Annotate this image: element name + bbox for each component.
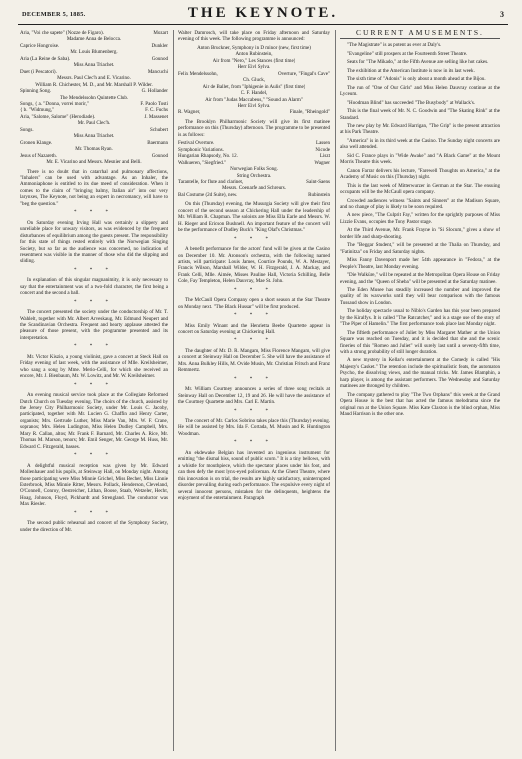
program-item: Anton Rubinstein, xyxy=(235,51,273,58)
article-paragraph: "Die Walküre," will be repeated at the Metropolitan Opera House on Friday evening, and the "Queen of Sheba" will be presented at the Saturday matinee. xyxy=(340,272,500,285)
program-composer: Baermann xyxy=(147,139,168,146)
article-paragraph: Mr. Victor Kiszio, a young violinist, gave a concert at Steck Hall on Friday evening of last week, with the assistance of Mlle. Kreilsheimer, who sang a song by Mme. Merio-Celli, for which she received an encore, Mr. J. Bienbaum, Mr. W. Lowitz, and Mr. W. Kreilsheimer. xyxy=(20,353,168,380)
symphony-program xyxy=(178,45,330,116)
article-paragraph: The holiday spectacle usual to Niblo's Garden has this year been prepared by the Kiralfys. It is called "The Ratcatcher," and is a stage use of the story of "The Piper of Hamelin." The first performance took place last Monday night. xyxy=(340,308,500,328)
article-paragraph: There is no doubt that in catarrhal and pulmonary affections, "Inhalers" can be used with advantage. As an Inhaler, the Ammoniaphone is entitled to its due meed of consideration. When it comes to the claim of "bringing balmy, Italian air" into our very larynxes, The Keynote, not being an expert in necromancy, will have to "beg the question." xyxy=(20,168,168,207)
article-paragraph: A delightful musical reception was given by Mr. Edward Mollenhauer and his pupils, at Steinway Hall, on Monday night. Among those participating were Miss Minnie Grichel, Miss Becher, Miss Linnie Esterbrook, Miss Minnie Ritter, Messrs. Pollack, Henderson, Cleveland, O'Connell, Conroy, Oestreicher, Lithan, Boose, Staab, Wetzeler, Hecht, Hoag, Johnson, Floyd, Pickhardt and Strengland. The conductor was Max Riesler. xyxy=(20,462,168,508)
article-paragraph: On this (Thursday) evening, the Musurgia Society will give their first concert of the second season at Chickering Hall under the leadership of Mr. William R. Chapman. The soloists are Miss Ella Earle and Messrs. W. H. Rieger and Ericson Bushnell. An important feature of the concert will be the performance of Dudley Buck's "King Olaf's Christmas." xyxy=(178,201,330,234)
article-paragraph: The daughter of Mr. D. R. Mangam, Miss Florence Mangam, will give a concert at Steinway Hall on December 5. She will have the assistance of Mrs. Anna Bulkley Hills, M. Ovide Musin, Mr. Christian Fritsch and Franz Remmertz. xyxy=(178,347,330,374)
article-paragraph: This is the final week of Mr. N. C. Goodwin and "The Skating Rink" at the Standard. xyxy=(340,108,500,121)
separator-stars: * * * xyxy=(234,313,274,319)
article-paragraph: The McCaull Opera Company open a short season at the Star Theatre on Monday next. "The Black Hussar" will be first produced. xyxy=(178,297,330,310)
column-2-articles-a xyxy=(178,119,330,138)
column-2 xyxy=(178,30,330,753)
article-paragraph: Sid C. France plays in "Wide Awake" and "A Black Game" at the Mount Morris Theatre this week. xyxy=(340,152,500,166)
program-item: Bal Costume (2d Suite), new. xyxy=(178,191,238,198)
program-composer: Finale, "Rheingold" xyxy=(289,109,330,116)
article-paragraph: "Hoodman Blind" has succeeded "The Busybody" at Wallack's. xyxy=(347,99,476,106)
program-item: Aria, "Salome, Salome" (Herodiade). xyxy=(20,113,96,120)
separator-stars: * * * xyxy=(74,453,114,459)
program-item: Mr. Paul Clec'h. xyxy=(77,120,111,127)
issue-date: DECEMBER 5, 1885. xyxy=(22,11,86,18)
program-composer: Lassen xyxy=(315,140,330,147)
program-item: Duet (i Pescatori). xyxy=(20,68,57,75)
program-composer: Gounod xyxy=(151,55,168,62)
program-item: Madame Anna de Belocca. xyxy=(66,36,122,43)
column-1 xyxy=(20,30,168,753)
article-paragraph: The company gathered to play "The Two Orphans" this week at the Grand Opera House is the best that has acted the famous melodrama since the original run at the Union Square. Miss Kate Claxton is the blind orphan, Miss Maud Harrison is the other one. xyxy=(340,391,500,418)
program-item: Walkueren, "Siegfried." xyxy=(178,159,227,166)
publication-title: THE KEYNOTE. xyxy=(187,5,339,21)
program-item: Aria, "Voi che sapete" (Nozze de Figaro). xyxy=(20,30,104,36)
program-item: Anton Bruckner, Symphony in D minor (new, first time) xyxy=(197,44,311,51)
column-divider xyxy=(335,30,336,751)
separator-stars: * * * xyxy=(234,287,274,293)
program-composer: J. Massenet xyxy=(144,113,168,120)
program-composer: G. Hollander xyxy=(141,88,168,95)
article-paragraph: Crowded audiences witness "Saints and Sinners" at the Madison Square, and no change of play is likely to be soon required. xyxy=(340,197,500,210)
masthead xyxy=(18,4,508,25)
program-composer: Wagner xyxy=(314,159,330,166)
program-line xyxy=(20,159,168,165)
article-paragraph: Mr. William Courtney announces a series of three song recitals at Steinway Hall on December 12, 19 and 26. He will have the assistance of the Courtney Quartette and Mrs. Carl E. Martin. xyxy=(178,386,330,406)
article-paragraph: On Saturday evening Irving Hall was certainly a slippery and unreliable place for unwary visitors, as was evidenced by the frequent disturbances of equilibrium among the guests present. The responsibility for this state of things rested entirely with the Norwegian Singing Society, but so far as the audience was concerned, no indication of resentment was visible in the manner of those who did the slipping and sliding. xyxy=(20,219,168,265)
program-item: Spinning Song. xyxy=(20,88,52,95)
article-paragraph: At the Third Avenue, Mr. Frank Frayne in "Si Slocum," gives a show of border life and sharp-shooting. xyxy=(340,227,500,240)
article-paragraph: A benefit performance for the actors' fund will be given at the Casino on December 10. Mr. Aronson's orchestra, with the following named artists, will participate: Louis James, Courtice Pounds, W. A. Mestayer, Francis Wilson, Marshall Wilder, W. H. Fitzgerald, J. A. Mackay, and Frank Celli, Mlle. Aimée, Misses Pauline Hall, Victoria Schilling, Belle Cole, Fay Templeton, Helen Dauvray, Mae St. John. xyxy=(178,246,330,285)
separator-stars: * * * xyxy=(234,440,274,446)
separator-stars: * * * xyxy=(234,236,274,242)
program-item: R. Wagner, xyxy=(178,109,201,116)
philharmonic-program xyxy=(178,140,330,198)
program-item: Songs. xyxy=(20,126,34,133)
article-paragraph: The concert of Mr. Carlos Sobrino takes place this (Thursday) evening. He will be assisted by Mrs. Ida F. Cortada, M. Musin and R. Huntington Woodman. xyxy=(178,418,330,437)
program-composer: Dunkler xyxy=(151,42,168,49)
article-paragraph: This is the last week of Mitterwurzer in German at the Star. The ensuing occupants will be the McCaull opera company. xyxy=(340,182,500,196)
article-paragraph: Seats for "The Mikado," at the Fifth Avenue are selling like hot cakes. xyxy=(347,59,489,66)
column-divider xyxy=(173,30,174,751)
separator-stars: * * * xyxy=(74,299,114,305)
separator-stars: * * * xyxy=(74,510,114,516)
article-paragraph: A new piece, "The Culprit Fay," written for the sprightly purposes of Miss Lizzie Evans, occupies the Tony Pastor stage. xyxy=(340,212,500,225)
program-item: Miss Anna Triachet. xyxy=(73,62,115,69)
program-composer: Nicode xyxy=(315,146,330,153)
program-item: Jesus of Nazareth. xyxy=(20,152,57,159)
article-paragraph: A new mystery in Kellar's entertainment at the Comedy is called "His Majesty's Casket." The retention include the spiritualistic feats, the automaton Psycho, the dissolving views, and the manual tricks. Mr. James Blamphin, a harp player, is among the assistant performers. The Wednesday and Saturday matinees are thronged by children. xyxy=(340,357,500,390)
program-item: Aria (La Reine de Saba). xyxy=(20,55,71,62)
program-item: { b. "Widmung," xyxy=(20,107,55,114)
column-1-articles xyxy=(20,169,168,534)
separator-stars: * * * xyxy=(234,376,274,382)
article-paragraph: The Eden Musee has steadily increased the number and improved the quality of its waxworks until they will bear comparison with the famous Tussaud show in London. xyxy=(340,286,500,306)
program-item: Gronen Klange. xyxy=(20,139,53,146)
article-paragraph: The Brooklyn Philharmonic Society will give its first matinee performance on this (Thursday) afternoon. The programme to be presented is as follows: xyxy=(178,118,330,138)
program-composer: F. Paolo Tosti xyxy=(140,100,168,107)
program-composer: F. C. Fuchs xyxy=(145,107,168,114)
column-2-articles-b xyxy=(178,201,330,501)
program-item: Tarantelle, for flute and clarinet, xyxy=(178,178,244,185)
program-item: C. F. Handel, xyxy=(240,90,268,97)
separator-stars: * * * xyxy=(234,408,274,414)
program-item: Symphonic Variations. xyxy=(178,146,224,153)
section-heading: CURRENT AMUSEMENTS. xyxy=(340,30,500,39)
program-item: William R. Chichester, M. D., and Mr. Marshall P. Wilder. xyxy=(35,81,153,88)
program-item: Messrs. Coenarfe and Schreurs. xyxy=(221,185,287,192)
column-3 xyxy=(340,30,500,753)
program-composer: Mancuchi xyxy=(147,68,168,75)
article-paragraph: "Evangeline" still prospers at the Fourteenth Street Theatre. xyxy=(347,50,468,57)
separator-stars: * * * xyxy=(234,338,274,344)
article-paragraph: The exhibition at the American Institute is now in its last week. xyxy=(347,67,475,74)
program-item: Herr Eivl Sylva. xyxy=(237,64,271,71)
program-item: Festival Overture. xyxy=(178,140,215,147)
article-paragraph: The concert presented the society under the conductorship of Mr. T. Wahlelt, together with Mr. Albert Arveskaug, Mr. Edmund Neupert and the Scandinavian Orchestra. Frequent and hearty applause attested the pleasure of those present, with the programme presented and its interpretation. xyxy=(20,309,168,341)
article-paragraph: The new play by Mr. Edward Harrigan, "The Grip" is the present attraction at his Park Theatre. xyxy=(340,122,500,136)
separator-stars: * * * xyxy=(74,210,114,216)
article-paragraph: Miss Emily Winant and the Henrietta Beebe Quartette appear in concert on Saturday evening at Chickering Hall. xyxy=(178,322,330,336)
article-paragraph: An ekdewake Belgian has invented an ingenious instrument for emitting "the dismal hiss, sound of public scorn." It is a tiny bellows, with a whistle for mouthpiece, which the spectator places under his foot, and can then defy the most lynx-eyed policeman. At the Ghent Theatre, where this innovation is on trial, the results are highly satisfactory, uninterrupted disorder prevailing during each performance. The expulsive every night of several innocent persons, mistaken for the delinquents, heightens the enjoyment of the entertainment. Paragraph xyxy=(178,449,330,501)
article-paragraph: The "Beggar Student," will be presented at the Thalia on Thursday, and "Fatinitza" on Friday and Saturday nights. xyxy=(340,242,500,255)
program-item: Ch. Gluck, xyxy=(242,77,265,84)
article-paragraph: The second public rehearsal and concert of the Symphony Society, under the direction of Mr. xyxy=(20,520,168,533)
separator-stars: * * * xyxy=(74,344,114,350)
article-paragraph: An evening musical service took place at the Collegiate Reformed Dutch Church on Tuesday evening. The choirs of the church, assisted by the Jersey City Philharmonic Society, under Mr. Louis C. Jacoby, participated, together with Mr. Lucien G. Chaffin and Henry Carter, organists; Mrs. Gertrude Luther, Miss Marie Van, Mrs. W. F. Crane, sopranos; Mrs. Helen Ludington, Miss Helen Dudley Campbell, Mrs. Mary R. Callan, altos; Mr. Frank F. Barnard, Mr. Charles A. Rice, Mr. Thomas M. Marson, tenors; Mr. Emil Senger, Mr. George M. Huss, Mr. Edward C. Fitzgerald, basses. xyxy=(20,392,168,450)
program-item: Norwegian Folks Song. xyxy=(230,166,278,173)
article-paragraph: The sixth time of "Adonis" is only about a month ahead at the Bijou. xyxy=(347,76,486,83)
program-item: Mr. Louis Blumenberg. xyxy=(70,49,118,56)
program-item: Herr Eivl Sylva. xyxy=(237,102,271,109)
column-3-articles xyxy=(340,42,500,417)
program-item: Mr. E. Vicarino and Messrs. Mesnier and Belli. xyxy=(46,159,142,166)
article-paragraph: "The Magistrate" is as potent as ever at Daly's. xyxy=(347,42,442,49)
program-item: Air de Ballet, from "Iphigenie in Aulis" (first time) xyxy=(202,83,306,90)
program-item: Mr. Thomas Ryan. xyxy=(75,146,113,153)
article-paragraph: The run of "One of Our Girls" and Miss Helen Dauvray continue at the Lyceum. xyxy=(340,84,500,98)
program-composer: Gounod xyxy=(151,152,168,159)
article-intro: Walter Damrosch, will take place on Friday afternoon and Saturday evening of this week. The following programme is announced: xyxy=(178,30,330,43)
article-paragraph: Canon Farrar delivers his lecture, "Farewell Thoughts on America," at the Academy of Music on this (Thursday) night. xyxy=(340,167,500,181)
concert-program xyxy=(20,30,168,166)
program-composer: Liszt xyxy=(319,153,330,160)
program-composer: Saint-Saens xyxy=(306,178,330,185)
page-number: 3 xyxy=(500,10,504,19)
program-item: Miss Anna Triachet. xyxy=(73,133,115,140)
program-item: Air from "Nero," Les Stances (first time) xyxy=(212,57,296,64)
program-line xyxy=(178,192,330,198)
program-composer: Overture, "Fingal's Cave" xyxy=(278,70,330,77)
article-paragraph: "America" is in its third week at the Casino. The Sunday night concerts are also well attended. xyxy=(340,137,500,151)
article-paragraph: Miss Fanny Davenport made her 54th appearance in "Fedora," at the People's Theatre, last Monday evening. xyxy=(340,257,500,270)
program-item: Hungarian Rhapsody, No. 12. xyxy=(178,153,238,160)
program-item: Air from "Judas Maccabeus," "Sound an Alarm" xyxy=(205,96,303,103)
article-paragraph: The fiftieth performance of Juliet by Miss Margaret Mather at the Union Square was reached on Tuesday, and it is decided that she and the scenic fineries of this "Romeo and Juliet" will surely last until a seventy-fifth time, with a strong probability of still longer duration. xyxy=(340,329,500,356)
program-composer: Rubinstein xyxy=(308,191,330,198)
article-paragraph: In explanation of this singular magnanimity, it is only necessary to say that the entertainment was of a two-fold character, the first being a concert and the second a ball. xyxy=(20,277,168,297)
program-item: Songs, { a. "Donna, vorrei morir," xyxy=(20,100,89,107)
program-composer: Schubert xyxy=(150,126,168,133)
program-item: Messrs. Paul Clec'h and E. Vicarino. xyxy=(57,75,131,82)
program-item: String Orchestra. xyxy=(236,172,272,179)
separator-stars: * * * xyxy=(74,267,114,273)
program-line xyxy=(178,109,330,115)
program-composer: Mozart xyxy=(153,30,168,36)
program-item: The Mendelssohn Quintette Club. xyxy=(59,94,129,101)
program-item: Felix Mendelssohn, xyxy=(178,70,218,77)
program-item: Caprice Hongroise. xyxy=(20,42,60,49)
separator-stars: * * * xyxy=(74,382,114,388)
